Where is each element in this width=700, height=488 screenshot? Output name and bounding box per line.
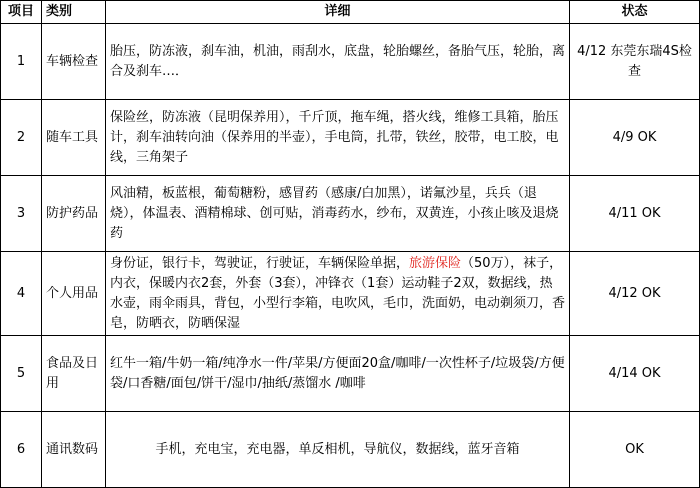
header-details: 详细 [106,1,570,24]
row-status: OK [570,412,700,488]
header-category: 类别 [42,1,106,24]
header-row [1,1,700,24]
row-category: 个人用品 [42,252,106,336]
row-index: 6 [1,412,42,488]
row-status: 4/12 东莞东瑞4S检查 [570,24,700,100]
row-index: 1 [1,24,42,100]
table-row [1,336,700,412]
table-row [1,24,700,100]
row-details: 红牛一箱/牛奶一箱/纯净水一件/苹果/方便面20盒/咖啡/一次性杯子/垃圾袋/方便袋/口香糖/面包/饼干/湿巾/抽纸/蒸馏水 /咖啡 [106,336,570,412]
table-row [1,412,700,488]
details-text: （50万），袜子，内衣，保暖内衣2套，外套（3套），冲锋衣（1套）运动鞋子2双，数据线，热水壶，雨伞雨具，背包，小型行李箱，电吹风，毛巾，洗面奶，电动剃须刀，香皂，防晒衣，防晒保湿 [110,255,566,331]
details-text: 身份证，银行卡，驾驶证，行驶证，车辆保险单据， [110,255,410,271]
row-status: 4/12 OK [570,252,700,336]
table-row [1,100,700,176]
row-category: 防护药品 [42,176,106,252]
row-category: 食品及日用 [42,336,106,412]
row-details: 胎压，防冻液，刹车油，机油，雨刮水，底盘，轮胎螺丝，备胎气压，轮胎，离合及刹车…． [106,24,570,100]
row-category: 通讯数码 [42,412,106,488]
row-details [106,252,570,336]
row-index: 3 [1,176,42,252]
row-index: 4 [1,252,42,336]
row-index: 5 [1,336,42,412]
row-category: 车辆检查 [42,24,106,100]
row-details: 手机，充电宝，充电器，单反相机，导航仪，数据线，蓝牙音箱 [106,412,570,488]
travel-insurance-highlight: 旅游保险 [409,255,462,271]
row-status: 4/9 OK [570,100,700,176]
row-status: 4/11 OK [570,176,700,252]
row-details: 保险丝，防冻液（昆明保养用），千斤顶，拖车绳，搭火线，维修工具箱，胎压计，刹车油转向油（保养用的半壶），手电筒，扎带，铁丝，胶带，电工胶，电线，三角架子 [106,100,570,176]
row-index: 2 [1,100,42,176]
row-status: 4/14 OK [570,336,700,412]
header-index: 项目 [1,1,42,24]
row-category: 随车工具 [42,100,106,176]
row-details: 风油精，板蓝根，葡萄糖粉，感冒药（感康/白加黑），诺氟沙星，兵兵（退烧），体温表、酒精棉球、创可贴，消毒药水，纱布，双黄连，小孩止咳及退烧药 [106,176,570,252]
table-row [1,176,700,252]
table-row [1,252,700,336]
header-status: 状态 [570,1,700,24]
